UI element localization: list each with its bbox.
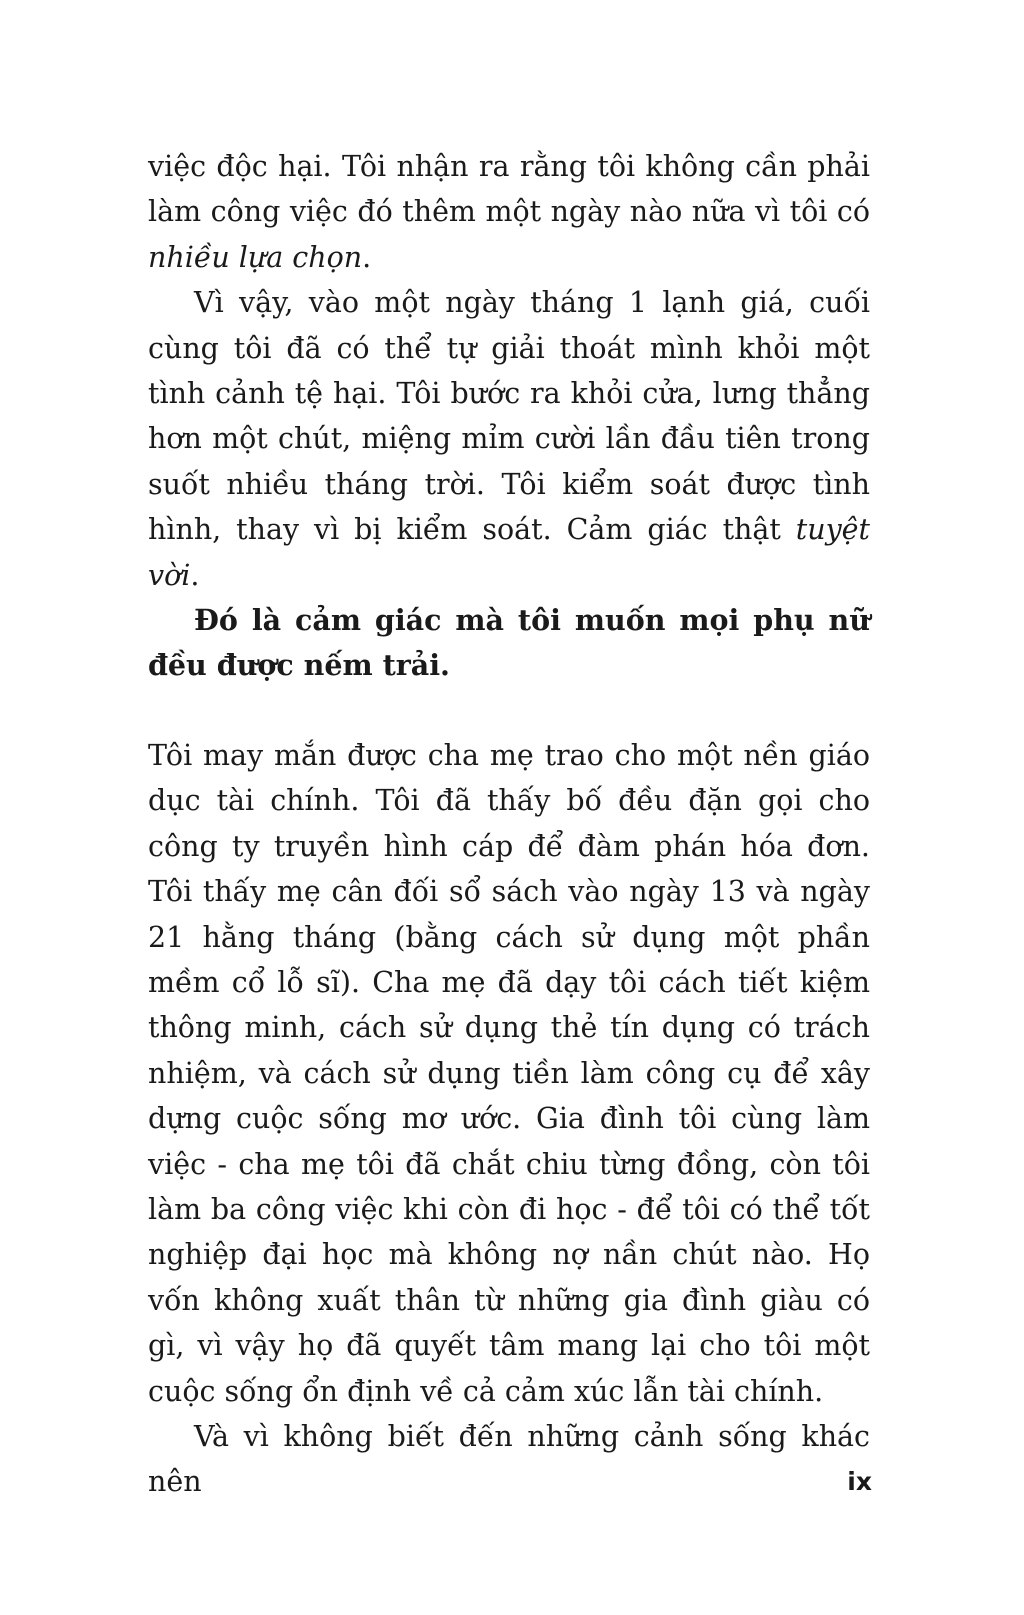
paragraph-3-bold-statement: Đó là cảm giác mà tôi muốn mọi phụ nữ đều được nếm trải.	[148, 603, 870, 683]
paragraph-2	[148, 280, 870, 598]
paragraph-1-text: việc độc hại. Tôi nhận ra rằng tôi không cần phải làm công việc đó thêm một ngày nào nữa vì tôi có	[148, 150, 870, 229]
page-number: ix	[847, 1467, 872, 1496]
paragraph-2-emphasis: tuyệt vời	[148, 513, 870, 592]
paragraph-2-text: Vì vậy, vào một ngày tháng 1 lạnh giá, cuối cùng tôi đã có thể tự giải thoát mình khỏi một tình cảnh tệ hại. Tôi bước ra khỏi cửa, lưng thẳng hơn một chút, miệng mỉm cười lần đầu tiên trong suốt nhiều tháng trời. Tôi kiểm soát được tình hình, thay vì bị kiểm soát. Cảm giác thật	[148, 286, 870, 547]
paragraph-2-end: .	[190, 558, 200, 592]
paragraph-5: Và vì không biết đến những cảnh sống khác nên	[148, 1419, 870, 1499]
paragraph-4: Tôi may mắn được cha mẹ trao cho một nền giáo dục tài chính. Tôi đã thấy bố đều đặn gọi cho công ty truyền hình cáp để đàm phán hóa đơn. Tôi thấy mẹ cân đối sổ sách vào ngày 13 và ngày 21 hằng tháng (bằng cách sử dụng một phần mềm cổ lỗ sĩ). Cha mẹ đã dạy tôi cách tiết kiệm thông minh, cách sử dụng thẻ tín dụng có trách nhiệm, và cách sử dụng tiền làm công cụ để xây dựng cuộc sống mơ ước. Gia đình tôi cùng làm việc - cha mẹ tôi đã chắt chiu từng đồng, còn tôi làm ba công việc khi còn đi học - để tôi có thể tốt nghiệp đại học mà không nợ nần chút nào. Họ vốn không xuất thân từ những gia đình giàu có gì, vì vậy họ đã quyết tâm mang lại cho tôi một cuộc sống ổn định về cả cảm xúc lẫn tài chính.	[148, 738, 870, 1408]
paragraph-1-end: .	[362, 240, 372, 274]
page-body	[148, 144, 870, 1505]
paragraph-1	[148, 144, 870, 280]
paragraph-1-emphasis: nhiều lựa chọn	[148, 240, 363, 274]
